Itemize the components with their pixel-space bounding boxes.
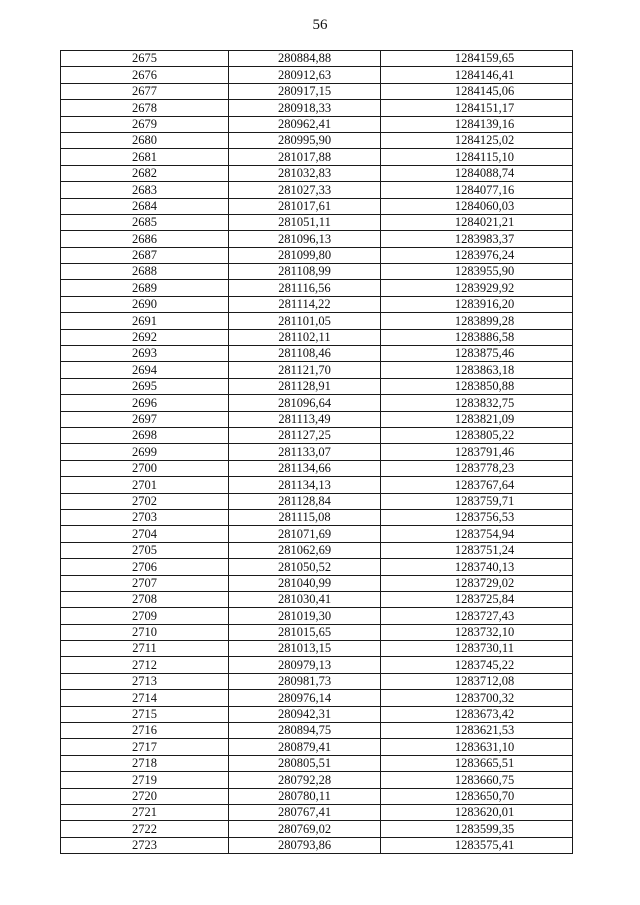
x-coordinate-cell: 280917,15	[229, 83, 381, 99]
point-number-cell: 2698	[61, 427, 229, 443]
table-row	[61, 346, 573, 362]
point-number-cell: 2682	[61, 165, 229, 181]
x-coordinate-cell: 281128,91	[229, 378, 381, 394]
point-number-cell: 2708	[61, 591, 229, 607]
table-row	[61, 329, 573, 345]
point-number-cell: 2706	[61, 559, 229, 575]
point-number-cell: 2677	[61, 83, 229, 99]
point-number-cell: 2687	[61, 247, 229, 263]
point-number-cell: 2712	[61, 657, 229, 673]
x-coordinate-cell: 281027,33	[229, 182, 381, 198]
y-coordinate-cell: 1284115,10	[381, 149, 573, 165]
x-coordinate-cell: 281113,49	[229, 411, 381, 427]
point-number-cell: 2697	[61, 411, 229, 427]
point-number-cell: 2717	[61, 739, 229, 755]
table-row	[61, 608, 573, 624]
table-row	[61, 280, 573, 296]
x-coordinate-cell: 281050,52	[229, 559, 381, 575]
point-number-cell: 2699	[61, 444, 229, 460]
point-number-cell: 2716	[61, 723, 229, 739]
table-row	[61, 559, 573, 575]
table-row	[61, 755, 573, 771]
x-coordinate-cell: 280884,88	[229, 51, 381, 67]
x-coordinate-cell: 281051,11	[229, 214, 381, 230]
y-coordinate-cell: 1283983,37	[381, 231, 573, 247]
point-number-cell: 2718	[61, 755, 229, 771]
point-number-cell: 2723	[61, 837, 229, 853]
point-number-cell: 2681	[61, 149, 229, 165]
x-coordinate-cell: 281102,11	[229, 329, 381, 345]
x-coordinate-cell: 280976,14	[229, 690, 381, 706]
y-coordinate-cell: 1283791,46	[381, 444, 573, 460]
y-coordinate-cell: 1283665,51	[381, 755, 573, 771]
y-coordinate-cell: 1284088,74	[381, 165, 573, 181]
point-number-cell: 2680	[61, 132, 229, 148]
y-coordinate-cell: 1283767,64	[381, 477, 573, 493]
x-coordinate-cell: 280912,63	[229, 67, 381, 83]
point-number-cell: 2690	[61, 296, 229, 312]
point-number-cell: 2705	[61, 542, 229, 558]
point-number-cell: 2693	[61, 346, 229, 362]
point-number-cell: 2688	[61, 264, 229, 280]
x-coordinate-cell: 281040,99	[229, 575, 381, 591]
x-coordinate-cell: 281096,13	[229, 231, 381, 247]
y-coordinate-cell: 1283631,10	[381, 739, 573, 755]
x-coordinate-cell: 280792,28	[229, 772, 381, 788]
table-row	[61, 542, 573, 558]
point-number-cell: 2683	[61, 182, 229, 198]
x-coordinate-cell: 281133,07	[229, 444, 381, 460]
table-row	[61, 739, 573, 755]
point-number-cell: 2678	[61, 100, 229, 116]
coordinates-table	[60, 50, 573, 854]
x-coordinate-cell: 280793,86	[229, 837, 381, 853]
x-coordinate-cell: 281108,99	[229, 264, 381, 280]
table-row	[61, 673, 573, 689]
point-number-cell: 2684	[61, 198, 229, 214]
y-coordinate-cell: 1283650,70	[381, 788, 573, 804]
point-number-cell: 2702	[61, 493, 229, 509]
point-number-cell: 2720	[61, 788, 229, 804]
y-coordinate-cell: 1283751,24	[381, 542, 573, 558]
x-coordinate-cell: 280981,73	[229, 673, 381, 689]
table-row	[61, 247, 573, 263]
x-coordinate-cell: 280894,75	[229, 723, 381, 739]
x-coordinate-cell: 280769,02	[229, 821, 381, 837]
x-coordinate-cell: 281121,70	[229, 362, 381, 378]
y-coordinate-cell: 1284060,03	[381, 198, 573, 214]
x-coordinate-cell: 280962,41	[229, 116, 381, 132]
x-coordinate-cell: 281096,64	[229, 395, 381, 411]
table-row	[61, 723, 573, 739]
point-number-cell: 2714	[61, 690, 229, 706]
y-coordinate-cell: 1283886,58	[381, 329, 573, 345]
x-coordinate-cell: 281017,61	[229, 198, 381, 214]
x-coordinate-cell: 280942,31	[229, 706, 381, 722]
x-coordinate-cell: 281032,83	[229, 165, 381, 181]
y-coordinate-cell: 1283712,08	[381, 673, 573, 689]
table-row	[61, 411, 573, 427]
point-number-cell: 2686	[61, 231, 229, 247]
y-coordinate-cell: 1283621,53	[381, 723, 573, 739]
table-row	[61, 591, 573, 607]
y-coordinate-cell: 1283725,84	[381, 591, 573, 607]
x-coordinate-cell: 281062,69	[229, 542, 381, 558]
table-row	[61, 772, 573, 788]
point-number-cell: 2707	[61, 575, 229, 591]
table-row	[61, 182, 573, 198]
x-coordinate-cell: 281116,56	[229, 280, 381, 296]
point-number-cell: 2676	[61, 67, 229, 83]
point-number-cell: 2685	[61, 214, 229, 230]
y-coordinate-cell: 1283821,09	[381, 411, 573, 427]
y-coordinate-cell: 1283754,94	[381, 526, 573, 542]
point-number-cell: 2689	[61, 280, 229, 296]
point-number-cell: 2695	[61, 378, 229, 394]
table-row	[61, 395, 573, 411]
x-coordinate-cell: 280767,41	[229, 804, 381, 820]
table-row	[61, 296, 573, 312]
table-row	[61, 378, 573, 394]
point-number-cell: 2696	[61, 395, 229, 411]
point-number-cell: 2679	[61, 116, 229, 132]
y-coordinate-cell: 1283955,90	[381, 264, 573, 280]
table-row	[61, 264, 573, 280]
page-number: 56	[312, 17, 328, 33]
table-row	[61, 362, 573, 378]
point-number-cell: 2704	[61, 526, 229, 542]
y-coordinate-cell: 1283730,11	[381, 641, 573, 657]
table-row	[61, 821, 573, 837]
table-row	[61, 657, 573, 673]
table-row	[61, 100, 573, 116]
table-row	[61, 788, 573, 804]
x-coordinate-cell: 281017,88	[229, 149, 381, 165]
x-coordinate-cell: 281099,80	[229, 247, 381, 263]
table-row	[61, 641, 573, 657]
y-coordinate-cell: 1283575,41	[381, 837, 573, 853]
table-row	[61, 83, 573, 99]
y-coordinate-cell: 1284159,65	[381, 51, 573, 67]
table-row	[61, 690, 573, 706]
x-coordinate-cell: 280805,51	[229, 755, 381, 771]
point-number-cell: 2694	[61, 362, 229, 378]
point-number-cell: 2713	[61, 673, 229, 689]
x-coordinate-cell: 281127,25	[229, 427, 381, 443]
table-row	[61, 460, 573, 476]
point-number-cell: 2701	[61, 477, 229, 493]
y-coordinate-cell: 1283620,01	[381, 804, 573, 820]
y-coordinate-cell: 1283673,42	[381, 706, 573, 722]
table-row	[61, 51, 573, 67]
table-row	[61, 231, 573, 247]
x-coordinate-cell: 280879,41	[229, 739, 381, 755]
table-row	[61, 214, 573, 230]
y-coordinate-cell: 1283778,23	[381, 460, 573, 476]
y-coordinate-cell: 1283863,18	[381, 362, 573, 378]
y-coordinate-cell: 1283759,71	[381, 493, 573, 509]
table-row	[61, 526, 573, 542]
y-coordinate-cell: 1283899,28	[381, 313, 573, 329]
point-number-cell: 2719	[61, 772, 229, 788]
coordinates-table-body	[61, 51, 573, 854]
y-coordinate-cell: 1284139,16	[381, 116, 573, 132]
x-coordinate-cell: 281128,84	[229, 493, 381, 509]
y-coordinate-cell: 1284145,06	[381, 83, 573, 99]
x-coordinate-cell: 281030,41	[229, 591, 381, 607]
y-coordinate-cell: 1283745,22	[381, 657, 573, 673]
x-coordinate-cell: 280979,13	[229, 657, 381, 673]
point-number-cell: 2715	[61, 706, 229, 722]
x-coordinate-cell: 280780,11	[229, 788, 381, 804]
y-coordinate-cell: 1283732,10	[381, 624, 573, 640]
x-coordinate-cell: 281019,30	[229, 608, 381, 624]
x-coordinate-cell: 281015,65	[229, 624, 381, 640]
point-number-cell: 2709	[61, 608, 229, 624]
y-coordinate-cell: 1283660,75	[381, 772, 573, 788]
y-coordinate-cell: 1283700,32	[381, 690, 573, 706]
table-row	[61, 493, 573, 509]
table-row	[61, 116, 573, 132]
point-number-cell: 2711	[61, 641, 229, 657]
x-coordinate-cell: 280995,90	[229, 132, 381, 148]
y-coordinate-cell: 1284021,21	[381, 214, 573, 230]
y-coordinate-cell: 1284151,17	[381, 100, 573, 116]
x-coordinate-cell: 281114,22	[229, 296, 381, 312]
x-coordinate-cell: 281071,69	[229, 526, 381, 542]
table-row	[61, 509, 573, 525]
x-coordinate-cell: 281115,08	[229, 509, 381, 525]
x-coordinate-cell: 281134,66	[229, 460, 381, 476]
point-number-cell: 2675	[61, 51, 229, 67]
table-row	[61, 165, 573, 181]
y-coordinate-cell: 1283850,88	[381, 378, 573, 394]
x-coordinate-cell: 281134,13	[229, 477, 381, 493]
point-number-cell: 2700	[61, 460, 229, 476]
table-row	[61, 198, 573, 214]
point-number-cell: 2722	[61, 821, 229, 837]
point-number-cell: 2721	[61, 804, 229, 820]
table-row	[61, 427, 573, 443]
x-coordinate-cell: 281013,15	[229, 641, 381, 657]
point-number-cell: 2703	[61, 509, 229, 525]
table-row	[61, 149, 573, 165]
y-coordinate-cell: 1283929,92	[381, 280, 573, 296]
table-row	[61, 477, 573, 493]
x-coordinate-cell: 281101,05	[229, 313, 381, 329]
y-coordinate-cell: 1283599,35	[381, 821, 573, 837]
table-row	[61, 132, 573, 148]
point-number-cell: 2692	[61, 329, 229, 345]
table-row	[61, 313, 573, 329]
table-row	[61, 444, 573, 460]
table-row	[61, 67, 573, 83]
y-coordinate-cell: 1284077,16	[381, 182, 573, 198]
y-coordinate-cell: 1283916,20	[381, 296, 573, 312]
y-coordinate-cell: 1283729,02	[381, 575, 573, 591]
y-coordinate-cell: 1284146,41	[381, 67, 573, 83]
y-coordinate-cell: 1283976,24	[381, 247, 573, 263]
table-row	[61, 624, 573, 640]
x-coordinate-cell: 281108,46	[229, 346, 381, 362]
y-coordinate-cell: 1283756,53	[381, 509, 573, 525]
y-coordinate-cell: 1283727,43	[381, 608, 573, 624]
table-row	[61, 837, 573, 853]
table-row	[61, 804, 573, 820]
x-coordinate-cell: 280918,33	[229, 100, 381, 116]
y-coordinate-cell: 1283740,13	[381, 559, 573, 575]
y-coordinate-cell: 1283875,46	[381, 346, 573, 362]
point-number-cell: 2691	[61, 313, 229, 329]
y-coordinate-cell: 1283805,22	[381, 427, 573, 443]
table-row	[61, 706, 573, 722]
table-row	[61, 575, 573, 591]
point-number-cell: 2710	[61, 624, 229, 640]
y-coordinate-cell: 1283832,75	[381, 395, 573, 411]
y-coordinate-cell: 1284125,02	[381, 132, 573, 148]
